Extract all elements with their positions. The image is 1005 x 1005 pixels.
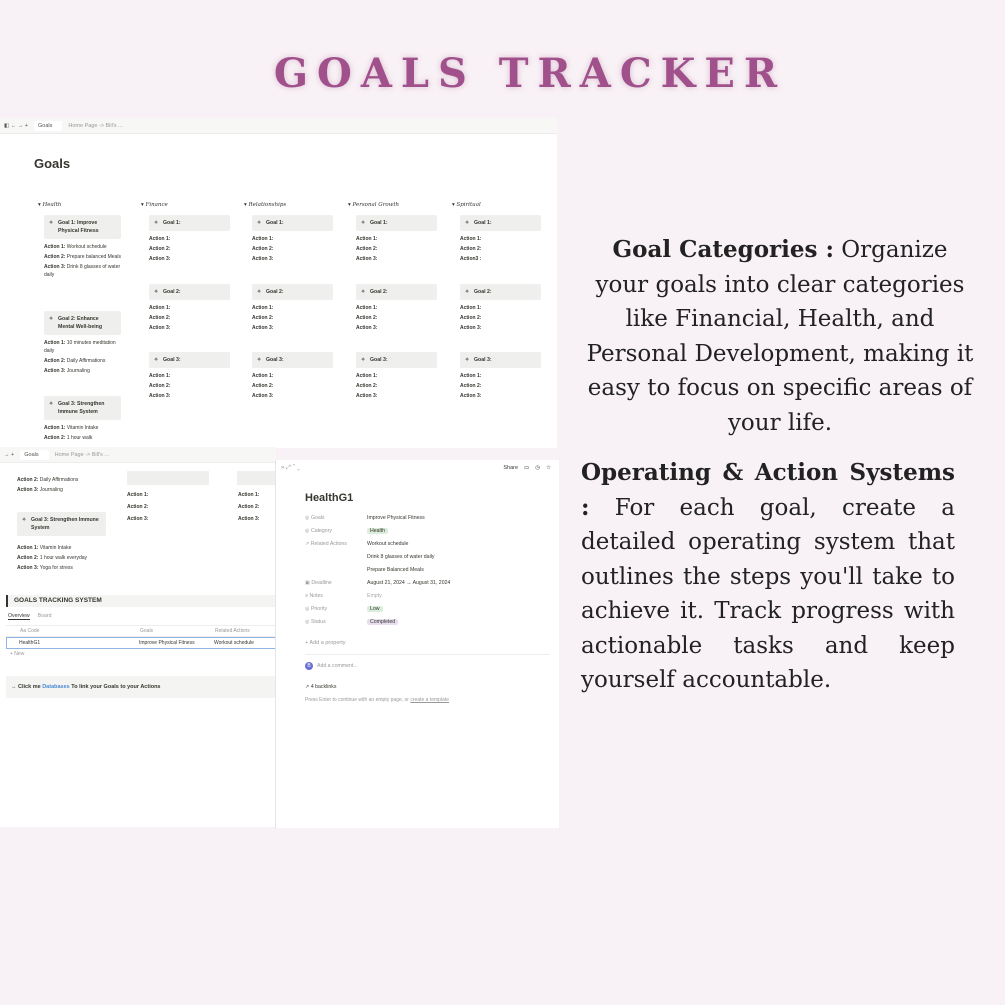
- view-tabs: [8, 613, 51, 620]
- category-column: [38, 202, 121, 441]
- action-line: Action 2:: [149, 383, 171, 389]
- comment-icon[interactable]: ▭: [524, 465, 530, 471]
- action-line: Action 2:: [149, 246, 171, 252]
- table-row[interactable]: HealthG1 Improve Physical Fitness Workout schedule: [6, 637, 276, 649]
- goal-card[interactable]: ✧ Goal 2:: [356, 284, 437, 300]
- action-line: Action 3: Yoga for stress: [17, 565, 73, 571]
- property-row[interactable]: ≡ Notes Empty: [305, 593, 382, 599]
- property-row[interactable]: ▣ Deadline August 21, 2024 → August 31, 2024: [305, 580, 451, 586]
- goal-card[interactable]: ✧ Goal 3:: [460, 352, 541, 368]
- action-line: Action 1: 10 minutes meditation daily: [44, 340, 116, 354]
- action-line: Action 2:: [356, 315, 378, 321]
- tab-goals[interactable]: Goals: [34, 121, 62, 131]
- action-line: Action 1:: [356, 236, 378, 242]
- share-button[interactable]: Share: [503, 465, 519, 471]
- databases-link[interactable]: Databases: [42, 684, 70, 690]
- action-line: Action 1:: [356, 373, 378, 379]
- action-line: Action 3:: [149, 256, 171, 262]
- action-line: Action 3:: [356, 256, 378, 262]
- action-line: Action 1:: [252, 305, 274, 311]
- goal-card-partial[interactable]: [127, 471, 209, 485]
- goal-card[interactable]: ✧ Goal 3: Strengthen Immune System: [17, 512, 106, 536]
- tab-board[interactable]: Board: [37, 613, 52, 619]
- health-column-continued: [17, 474, 117, 574]
- action-line: Action 1:: [252, 373, 274, 379]
- action-line: Action 1:: [356, 305, 378, 311]
- action-line: Action 1: Vitamin Intake: [44, 425, 99, 431]
- backlinks[interactable]: ↗ 4 backlinks: [305, 684, 337, 690]
- category-column: [244, 202, 326, 399]
- property-row[interactable]: ◎ Goals Improve Physical Fitness: [305, 515, 425, 521]
- action-line: Action 1:: [149, 236, 171, 242]
- star-icon[interactable]: ☆: [546, 465, 551, 471]
- comment-input[interactable]: Add a comment...: [317, 663, 358, 669]
- goal-card[interactable]: ✧ Goal 2:: [252, 284, 333, 300]
- nav-arrows-icon[interactable]: → +: [4, 451, 15, 458]
- action-line: Action 1:: [460, 236, 482, 242]
- property-row[interactable]: Drink 8 glasses of water daily: [367, 554, 435, 560]
- categories-description: Goal Categories : Organize your goals into clear categories like Financial, Health, and Personal Development, making it easy to focus on specific areas of your life.: [586, 236, 974, 436]
- browser-tab-bar-2: [0, 447, 276, 463]
- goal-card[interactable]: ✧ Goal 1:: [149, 215, 230, 231]
- action-line: Action3 :: [460, 256, 482, 262]
- category-column: [348, 202, 430, 399]
- detail-title: HealthG1: [305, 492, 354, 504]
- category-heading[interactable]: ▾ Spiritual: [452, 202, 481, 208]
- action-line: Action 3:: [149, 393, 171, 399]
- action-line: Action 1: Vitamin Intake: [17, 545, 72, 551]
- action-line: Action 3:: [356, 325, 378, 331]
- clock-icon[interactable]: ◷: [535, 465, 541, 471]
- action-line: Action 3: Journaling: [17, 487, 63, 493]
- action-line: Action 2:: [460, 383, 482, 389]
- goal-card[interactable]: ✧ Goal 2:: [460, 284, 541, 300]
- goals-heading: Goals: [34, 156, 71, 171]
- tab-goals[interactable]: Goals: [20, 450, 48, 460]
- tracking-system-screenshot: [0, 447, 276, 827]
- goal-card[interactable]: ✧ Goal 3:: [149, 352, 230, 368]
- category-heading[interactable]: ▾ Relationships: [244, 202, 287, 208]
- category-heading[interactable]: ▾ Health: [38, 202, 62, 208]
- goal-card[interactable]: ✧ Goal 2:: [149, 284, 230, 300]
- action-line: Action 2:: [252, 315, 274, 321]
- backlink-icon: ↗: [305, 684, 310, 690]
- create-template-link[interactable]: create a template: [410, 697, 449, 703]
- arrow-right-icon: →: [11, 684, 17, 690]
- properties-list: [305, 515, 545, 632]
- action-line: Action 3: Drink 8 glasses of water daily: [44, 264, 121, 278]
- action-line: Action 2: Prepare balanced Meals: [44, 254, 121, 260]
- browser-tab-bar: [0, 118, 557, 134]
- goal-card[interactable]: ✧ Goal 2: Enhance Mental Well-being: [44, 311, 121, 335]
- property-row[interactable]: ↗ Related Actions Workout schedule: [305, 541, 409, 547]
- goal-detail-screenshot: [275, 460, 559, 828]
- section-title: GOALS TRACKING SYSTEM: [6, 595, 276, 607]
- action-line: Action 3:: [252, 256, 274, 262]
- comment-row: [305, 662, 358, 670]
- tracking-table: [6, 625, 276, 657]
- property-row[interactable]: Prepare Balanced Meals: [367, 567, 424, 573]
- action-line: Action 1:: [149, 305, 171, 311]
- action-line: Action 3:: [460, 393, 482, 399]
- action-line: Action 3:: [460, 325, 482, 331]
- action-line: Action 2: 1 hour walk everyday: [17, 555, 88, 561]
- property-row[interactable]: ◎ Category Health: [305, 528, 545, 534]
- action-line: Action 2:: [252, 246, 274, 252]
- table-header: Aa Code Goals Related Actions: [6, 625, 276, 637]
- action-line: Action 2:: [356, 383, 378, 389]
- finance-actions: Action 1: Action 2: Action 3:: [127, 492, 149, 522]
- action-line: Action 2:: [460, 246, 482, 252]
- goal-card[interactable]: ✧ Goal 3:: [356, 352, 437, 368]
- action-line: Action 3: Journaling: [44, 368, 90, 374]
- category-heading[interactable]: ▾ Personal Growth: [348, 202, 400, 208]
- tab-home-page[interactable]: Home Page -> Bill's ...: [54, 451, 110, 458]
- action-line: Action 1: Workout schedule: [44, 244, 107, 250]
- page-header-actions: [503, 465, 551, 471]
- category-column: [452, 202, 534, 399]
- action-line: Action 1:: [252, 236, 274, 242]
- avatar: B: [305, 662, 313, 670]
- goal-card[interactable]: ✧ Goal 3: Strengthen Immune System: [44, 396, 121, 420]
- add-property-button[interactable]: + Add a property: [305, 640, 346, 646]
- category-column: [141, 202, 223, 399]
- goals-board-screenshot: [0, 118, 557, 448]
- me-link[interactable]: me: [32, 684, 41, 690]
- systems-description: Operating & Action Systems : For each goal, create a detailed operating system that outlines the steps you'll take to achieve it. Track progress with actionable tasks and keep yourself accountable.: [581, 459, 955, 693]
- action-line: Action 2:: [356, 246, 378, 252]
- new-row-button[interactable]: + New: [10, 651, 25, 657]
- goal-card[interactable]: ✧ Goal 3:: [252, 352, 333, 368]
- empty-page-hint: Press Enter to continue with an empty page, or create a template: [305, 697, 449, 703]
- goal-card[interactable]: ✧ Goal 1:: [460, 215, 541, 231]
- action-line: Action 3:: [356, 393, 378, 399]
- category-heading[interactable]: ▾ Finance: [141, 202, 168, 208]
- nav-arrows-icon[interactable]: ◧ ← → +: [4, 122, 28, 129]
- relationships-actions: Action 1: Action 2: Action 3:: [238, 492, 260, 522]
- action-line: Action 2:: [460, 315, 482, 321]
- action-line: Action 2: Daily Affirmations: [17, 477, 79, 483]
- property-row[interactable]: ◎ Status Completed: [305, 619, 545, 625]
- action-line: Action 2:: [149, 315, 171, 321]
- action-line: Action 1:: [460, 373, 482, 379]
- goal-card[interactable]: ✧ Goal 1:: [252, 215, 333, 231]
- action-line: Action 3:: [252, 325, 274, 331]
- action-line: Action 2:: [252, 383, 274, 389]
- tab-overview[interactable]: Overview: [8, 613, 30, 619]
- goal-card-partial[interactable]: [237, 471, 276, 485]
- action-line: Action 3:: [252, 393, 274, 399]
- window-controls-icon[interactable]: » ⤢ ⌃ ⌄: [281, 465, 300, 471]
- action-line: Action 2: Daily Affirmations: [44, 358, 106, 364]
- tab-home-page[interactable]: Home Page -> Bill's ...: [68, 122, 123, 129]
- goal-card[interactable]: ✧ Goal 1:: [356, 215, 437, 231]
- action-line: Action 3:: [149, 325, 171, 331]
- property-row[interactable]: ◎ Priority Low: [305, 606, 545, 612]
- callout: → Click me Databases To link your Goals to your Actions: [6, 676, 276, 698]
- action-line: Action 1:: [149, 373, 171, 379]
- action-line: Action 1:: [460, 305, 482, 311]
- goal-card[interactable]: ✧ Goal 1: Improve Physical Fitness: [44, 215, 121, 239]
- action-line: Action 2: 1 hour walk: [44, 435, 93, 441]
- page-title: GOALS TRACKER: [273, 50, 787, 97]
